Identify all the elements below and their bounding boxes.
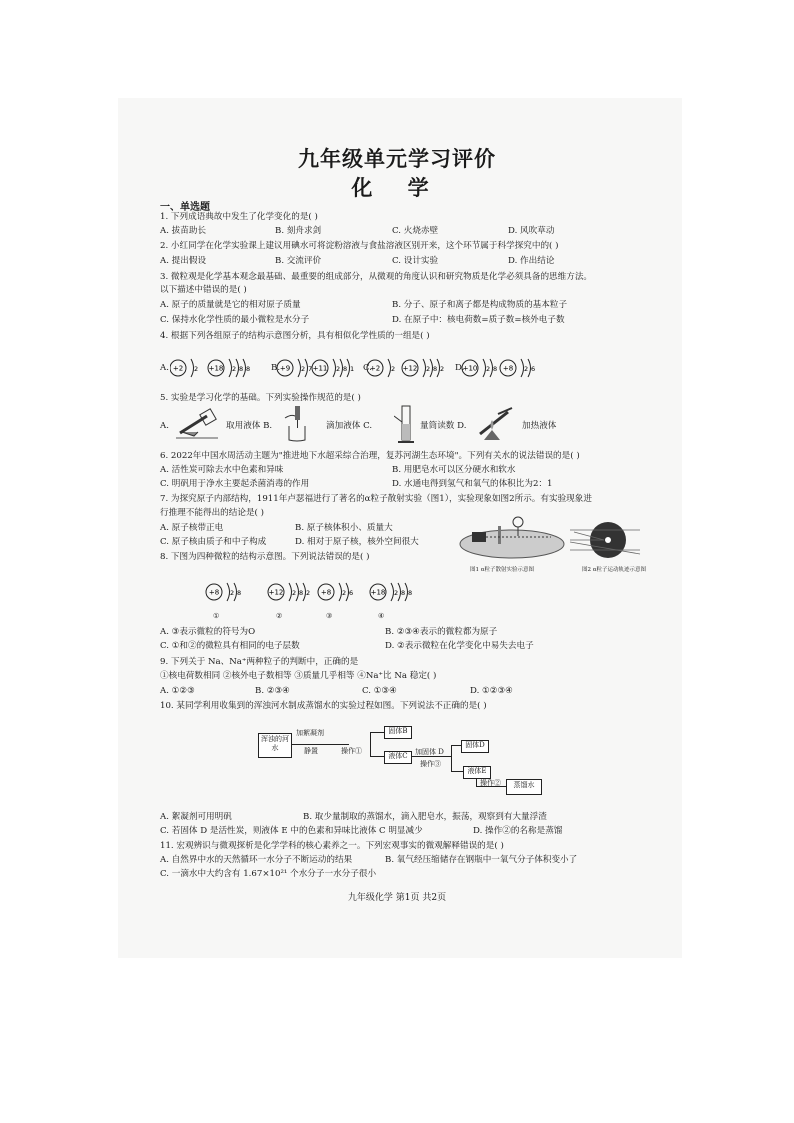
flow-arrow-2 — [337, 744, 349, 745]
flow-op3: 操作③ — [420, 760, 441, 768]
q11-option-b: B. 氧气经压缩储存在钢瓶中一氧气分子体积变小了 — [385, 855, 578, 865]
q5-caption-b: 滴加液体 C. — [326, 421, 373, 431]
q1-option-b: B. 刻舟求剑 — [275, 226, 322, 236]
flow-liquid-e: 液体E — [463, 766, 491, 779]
q10-option-d: D. 操作②的名称是蒸馏 — [473, 826, 563, 836]
q7-option-a: A. 原子核带正电 — [160, 523, 224, 533]
q4-atom-c2-shell-count: 2 — [426, 365, 431, 373]
q8-label-1: ① — [213, 612, 220, 620]
q4-atom-d1 — [462, 359, 497, 377]
q6-option-a: A. 活性炭可除去水中色素和异味 — [160, 465, 284, 475]
q8-atom-3-charge: +8 — [320, 588, 332, 597]
q4-atom-b2-shell-count: 1 — [350, 365, 355, 373]
q4-atom-d2 — [500, 359, 535, 377]
q7-figure2-particle-trajectories — [570, 512, 642, 566]
q4-option-c: C. — [363, 363, 373, 373]
q4-atom-a2 — [208, 359, 250, 377]
q8-label-2: ② — [276, 612, 283, 620]
q4-atom-c1-charge: +2 — [369, 364, 381, 373]
q8-option-c: C. ①和②的微粒具有相同的电子层数 — [160, 641, 300, 651]
flow-river-water: 浑浊的河水 — [258, 733, 292, 758]
flow-solid-b: 固体B — [384, 726, 412, 739]
flow-arrow-liquidE — [451, 771, 463, 772]
q8-atom-2-shell-count: 2 — [292, 589, 297, 597]
q4-atom-d2-charge: +8 — [502, 364, 514, 373]
q4-atom-b2-shell-count: 2 — [336, 365, 341, 373]
q8-atom-4-shell-count: 2 — [394, 589, 399, 597]
q4-atom-b2-shell-count: 8 — [343, 365, 348, 373]
q3-stem-cont: 以下描述中错误的是( ) — [160, 285, 247, 295]
q4-atom-d2-shell-count: 6 — [531, 365, 536, 373]
q8-atom-2-charge: +12 — [268, 588, 284, 597]
q9-option-c: C. ①③④ — [362, 686, 397, 696]
flow-add-coagulant: 加絮凝剂 — [296, 729, 324, 737]
q5-pour-liquid-illustration — [172, 408, 222, 440]
q5-option-a: A. — [160, 421, 169, 431]
q4-atom-d1-shell-count: 2 — [486, 365, 491, 373]
q1-option-a: A. 拔苗助长 — [160, 226, 207, 236]
q4-atom-a2-charge: +18 — [208, 364, 224, 373]
q8-atom-2-shell-count: 2 — [306, 589, 311, 597]
q8-stem: 8. 下图为四种微粒的结构示意图。下列说法错误的是( ) — [160, 552, 370, 562]
flow-branch-1 — [370, 732, 371, 756]
q7-stem-cont: 行推理不能得出的结论是( ) — [160, 508, 264, 518]
flow-op2: 操作② — [480, 779, 501, 787]
q8-atom-1 — [206, 583, 241, 601]
q4-atom-diagrams — [170, 348, 550, 390]
q10-option-b: B. 取少量制取的蒸馏水，滴入肥皂水，振荡，观察到有大量浮渣 — [303, 812, 547, 822]
q8-atom-1-shell-count: 8 — [237, 589, 242, 597]
flow-settle: 静置 — [304, 747, 318, 755]
q7-figure1-caption: 图1 α粒子散射实验示意图 — [470, 567, 534, 573]
q8-label-3: ③ — [326, 612, 333, 620]
q3-option-d: D. 在原子中：核电荷数=质子数=核外电子数 — [392, 315, 565, 325]
q6-stem: 6. 2022年中国水周活动主题为"推进地下水超采综合治理，复苏河湖生态环境"。下列有关水的说法错误的是( ) — [160, 451, 580, 461]
flow-arrow-3 — [411, 756, 451, 757]
q4-atom-c1-shell-count: 2 — [391, 365, 396, 373]
q8-atom-1-charge: +8 — [208, 588, 220, 597]
q6-option-c: C. 明矾用于净水主要起杀菌消毒的作用 — [160, 479, 310, 489]
q8-atom-3 — [318, 583, 353, 601]
q4-atom-a1-charge: +2 — [172, 364, 184, 373]
section-heading: 一、单选题 — [160, 202, 210, 213]
q8-atom-4 — [370, 583, 412, 601]
flow-op1: 操作① — [341, 747, 362, 755]
subject-title: 化 学 — [351, 175, 443, 200]
q7-figure1-scattering-apparatus — [456, 512, 566, 566]
q5-graduated-cylinder-illustration — [394, 404, 418, 444]
flow-solid-d: 固体D — [461, 740, 489, 753]
q4-atom-b1 — [277, 359, 312, 377]
q4-option-a: A. — [160, 363, 169, 373]
q10-stem: 10. 某同学利用收集到的浑浊河水制成蒸馏水的实验过程如图。下列说法不正确的是( ) — [160, 701, 487, 711]
q4-stem: 4. 根据下列各组原子的结构示意图分析，具有相似化学性质的一组是( ) — [160, 331, 430, 341]
q5-caption-a: 取用液体 B. — [226, 421, 273, 431]
q4-atom-d1-charge: +10 — [462, 364, 478, 373]
q2-option-b: B. 交流评价 — [275, 256, 322, 266]
q8-atom-1-shell-count: 2 — [230, 589, 235, 597]
q8-atom-4-charge: +18 — [370, 588, 386, 597]
q4-atom-b1-charge: +9 — [279, 364, 291, 373]
q4-atom-c2-charge: +12 — [402, 364, 418, 373]
q9-statements: ①核电荷数相同 ②核外电子数相等 ③质量几乎相等 ④Na⁺比 Na 稳定( ) — [160, 671, 437, 681]
q10-option-a: A. 絮凝剂可用明矾 — [160, 812, 232, 822]
q8-atom-4-shell-count: 8 — [401, 589, 406, 597]
q4-atom-d1-shell-count: 8 — [493, 365, 498, 373]
q3-option-a: A. 原子的质量就是它的相对原子质量 — [160, 300, 301, 310]
q4-atom-b2 — [312, 359, 354, 377]
q3-option-b: B. 分子、原子和离子都是构成物质的基本粒子 — [392, 300, 568, 310]
q8-atom-3-shell-count: 6 — [349, 589, 354, 597]
page-footer: 九年级化学 第1页 共2页 — [347, 893, 447, 903]
q11-option-c: C. 一滴水中大约含有 1.67×10²¹ 个水分子一水分子很小 — [160, 869, 377, 879]
q6-option-b: B. 用肥皂水可以区分硬水和软水 — [392, 465, 516, 475]
q8-label-4: ④ — [378, 612, 385, 620]
q5-stem: 5. 实验是学习化学的基础。下列实验操作规范的是( ) — [160, 393, 361, 403]
q8-option-b: B. ②③④表示的微粒都为原子 — [385, 627, 498, 637]
flow-liquid-c: 液体C — [384, 751, 412, 764]
q4-atom-a1-shell-count: 2 — [194, 365, 199, 373]
q1-stem: 1. 下列成语典故中发生了化学变化的是( ) — [160, 212, 318, 222]
q2-option-c: C. 设计实验 — [392, 256, 439, 266]
q8-option-d: D. ②表示微粒在化学变化中易失去电子 — [385, 641, 534, 651]
flow-distilled-water: 蒸馏水 — [506, 779, 542, 795]
q4-atom-b1-shell-count: 7 — [308, 365, 313, 373]
q3-option-c: C. 保持水化学性质的最小微粒是水分子 — [160, 315, 310, 325]
q6-option-d: D. 水通电得到氢气和氧气的体积比为2：1 — [392, 479, 553, 489]
q7-option-c: C. 原子核由质子和中子构成 — [160, 537, 267, 547]
q9-option-d: D. ①②③④ — [470, 686, 513, 696]
q7-figure2-caption: 图2 α粒子运动轨迹示意图 — [582, 567, 646, 573]
q9-option-a: A. ①②③ — [160, 686, 195, 696]
q4-option-d: D. — [455, 363, 465, 373]
flow-branch-2 — [451, 745, 452, 771]
q1-option-d: D. 风吹草动 — [508, 226, 555, 236]
q7-stem: 7. 为探究原子内部结构，1911年卢瑟福进行了著名的α粒子散射实验（图1），实验现象如图2所示。有实验现象进 — [160, 494, 592, 504]
exam-title: 九年级单元学习评价 — [298, 146, 496, 171]
q11-stem: 11. 宏观辨识与微观探析是化学学科的核心素养之一。下列宏观事实的微观解释错误的是( ) — [160, 841, 504, 851]
q7-option-d: D. 相对于原子核，核外空间很大 — [295, 537, 419, 547]
flow-arrow-solidD — [451, 745, 461, 746]
q4-option-b: B. — [271, 363, 281, 373]
q4-atom-c1 — [367, 359, 395, 377]
q4-atom-d2-shell-count: 2 — [524, 365, 529, 373]
q7-option-b: B. 原子核体积小、质量大 — [295, 523, 393, 533]
q8-option-a: A. ③表示微粒的符号为O — [160, 627, 256, 637]
q4-atom-b1-shell-count: 2 — [301, 365, 306, 373]
q4-atom-c2 — [402, 359, 444, 377]
q4-atom-b2-charge: +11 — [312, 364, 328, 373]
q11-option-a: A. 自然界中水的天然循环一水分子不断运动的结果 — [160, 855, 353, 865]
q4-atom-c2-shell-count: 2 — [440, 365, 445, 373]
q8-atom-diagrams — [200, 578, 440, 610]
q8-atom-3-shell-count: 2 — [342, 589, 347, 597]
q2-option-d: D. 作出结论 — [508, 256, 555, 266]
q4-atom-c2-shell-count: 8 — [433, 365, 438, 373]
q5-caption-d: 加热液体 — [522, 421, 557, 431]
q4-atom-a2-shell-count: 2 — [232, 365, 237, 373]
flow-arrow-liquidC — [370, 756, 384, 757]
flow-add-solid-d: 加固体 D — [415, 748, 444, 756]
q4-atom-a1 — [170, 359, 198, 377]
q5-dropper-illustration — [283, 404, 313, 442]
q2-stem: 2. 小红同学在化学实验课上建议用碘水可将淀粉溶液与食盐溶液区别开来，这个环节属于科学探究中的( ) — [160, 241, 559, 251]
q8-atom-2 — [268, 583, 310, 601]
flow-arrow-solidB — [370, 732, 384, 733]
q1-option-c: C. 火烧赤壁 — [392, 226, 439, 236]
flow-arrow-1 — [291, 744, 337, 745]
q5-caption-c: 量筒读数 D. — [420, 421, 467, 431]
q4-atom-a2-shell-count: 8 — [246, 365, 251, 373]
q3-stem: 3. 微粒观是化学基本观念最基础、最重要的组成部分，从微观的角度认识和研究物质是化学必须具备的思维方法。 — [160, 272, 593, 282]
q5-heating-liquid-illustration — [472, 404, 522, 442]
q9-stem: 9. 下列关于 Na、Na⁺两种粒子的判断中，正确的是 — [160, 657, 359, 667]
q10-option-c: C. 若固体 D 是活性炭，则液体 E 中的色素和异味比液体 C 明显减少 — [160, 826, 423, 836]
q2-option-a: A. 提出假设 — [160, 256, 207, 266]
q8-atom-4-shell-count: 8 — [408, 589, 413, 597]
flow-down-line — [476, 778, 477, 786]
q8-atom-2-shell-count: 8 — [299, 589, 304, 597]
q9-option-b: B. ②③④ — [255, 686, 290, 696]
q4-atom-a2-shell-count: 8 — [239, 365, 244, 373]
